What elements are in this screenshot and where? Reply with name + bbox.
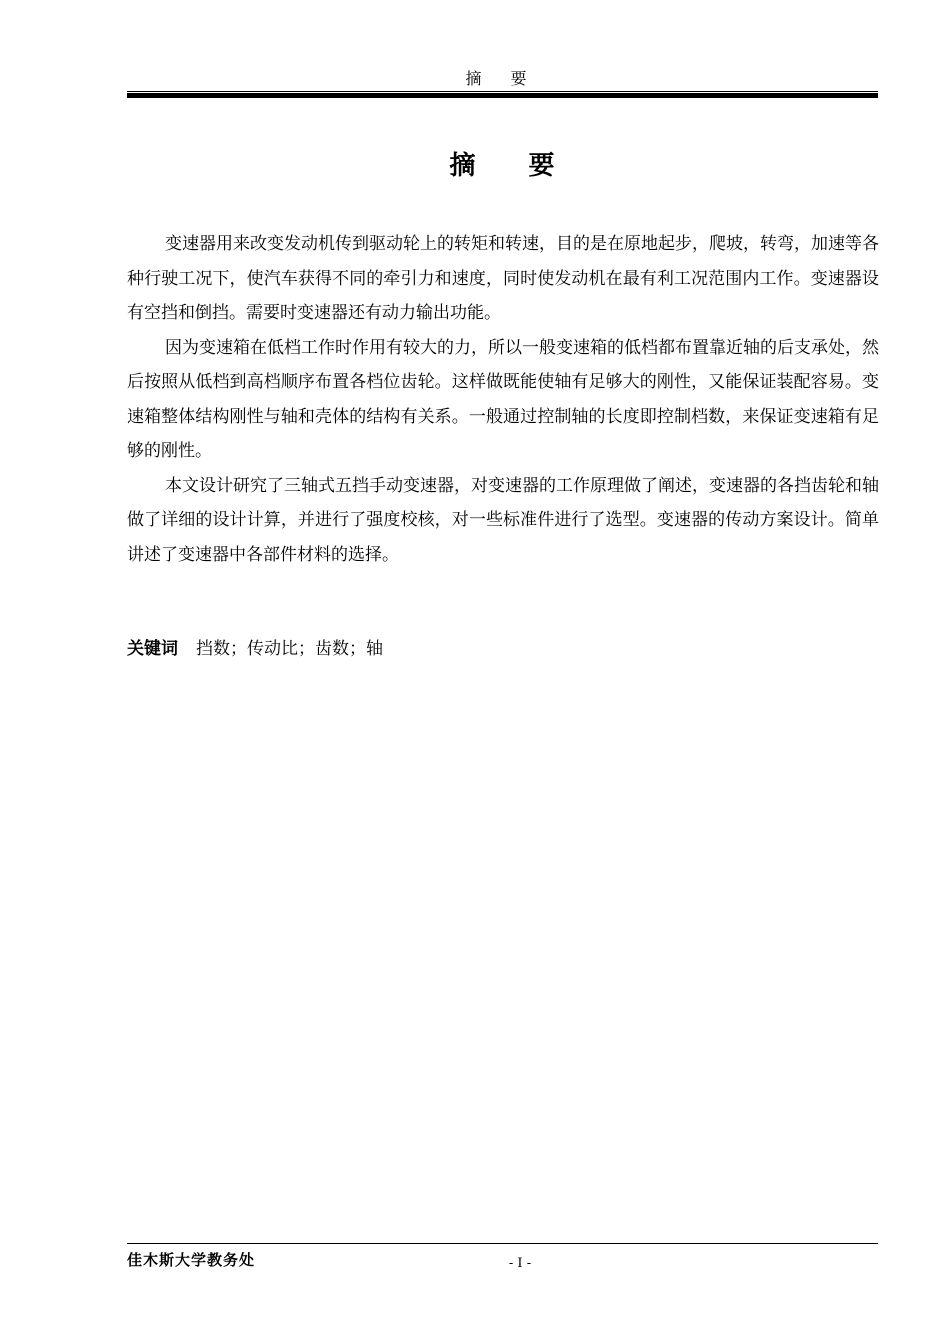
footer-institution: 佳木斯大学教务处	[127, 1251, 256, 1269]
header-rule-thick	[127, 93, 878, 98]
abstract-paragraph-1: 变速器用来改变发动机传到驱动轮上的转矩和转速，目的是在原地起步，爬坡，转弯，加速等各种行驶工况下，使汽车获得不同的牵引力和速度，同时使发动机在最有利工况范围内工作。变速器设有空挡和倒挡。需要时变速器还有动力输出功能。	[127, 234, 879, 323]
keywords-value: 挡数；传动比；齿数；轴	[196, 639, 383, 659]
abstract-paragraph-2: 因为变速箱在低档工作时作用有较大的力，所以一般变速箱的低档都布置靠近轴的后支承处，然后按照从低档到高档顺序布置各档位齿轮。这样做既能使轴有足够大的刚性，又能保证装配容易。变速箱整体结构刚性与轴和壳体的结构有关系。一般通过控制轴的长度即控制档数，来保证变速箱有足够的刚性。	[127, 337, 879, 461]
abstract-paragraph-3: 本文设计研究了三轴式五挡手动变速器，对变速器的工作原理做了阐述，变速器的各挡齿轮和轴做了详细的设计计算，并进行了强度校核，对一些标准件进行了选型。变速器的传动方案设计。简单讲述了变速器中各部件材料的选择。	[127, 475, 879, 565]
page-title: 摘 要	[449, 151, 577, 181]
abstract-body	[127, 227, 879, 572]
footer-rule	[127, 1243, 878, 1244]
header-rule-thin	[127, 91, 878, 92]
running-header-title: 摘 要	[465, 69, 539, 88]
keywords-label: 关键词	[127, 639, 178, 659]
footer-page-number: - I -	[508, 1256, 532, 1271]
keywords-line	[127, 633, 877, 665]
